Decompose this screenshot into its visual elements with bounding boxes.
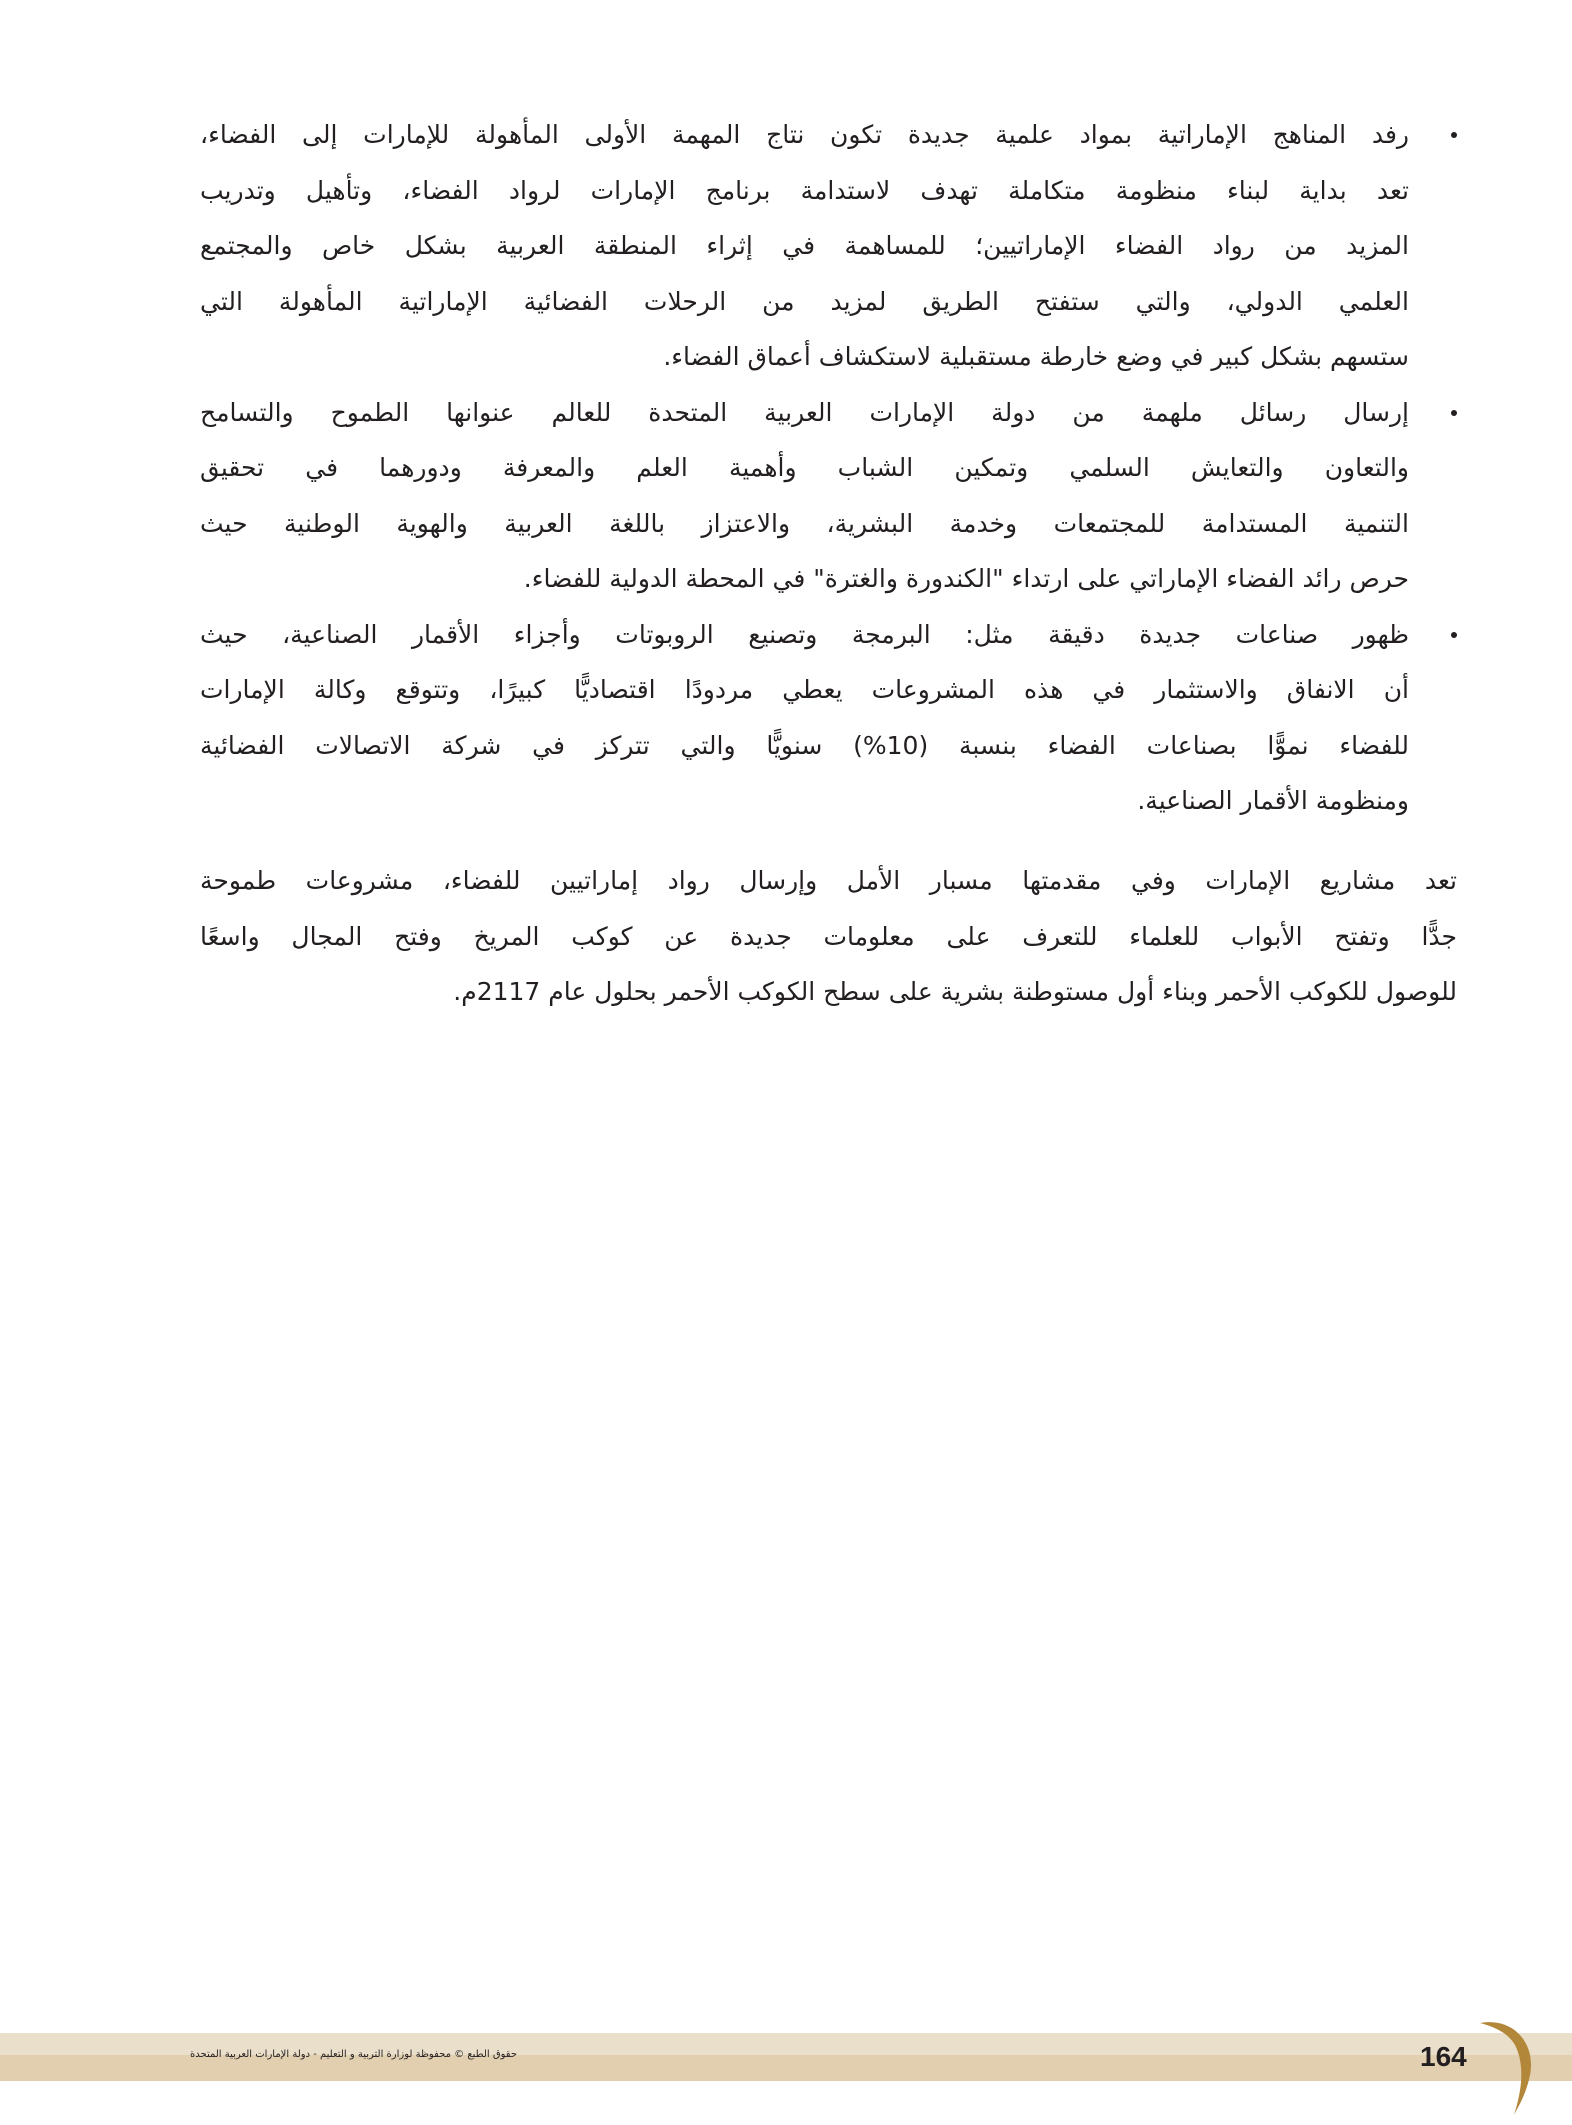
bullet-item-2 [200,385,1409,607]
text-line: تعد مشاريع الإمارات وفي مقدمتها مسبار الأمل وإرسال رواد إماراتيين للفضاء، مشروعات طموحة [200,866,1457,895]
text-line: ومنظومة الأقمار الصناعية. [1137,786,1409,815]
bullet-item-1 [200,107,1409,385]
bullet-dot-icon [1451,632,1457,638]
text-line: للفضاء نموًّا بصناعات الفضاء بنسبة (10%) سنويًّا والتي تتركز في شركة الاتصالات الفضائية [200,730,1409,760]
text-line: إرسال رسائل ملهمة من دولة الإمارات العربية المتحدة للعالم عنوانها الطموح والتسامح [200,397,1409,427]
text-line: المزيد من رواد الفضاء الإماراتيين؛ للمساهمة في إثراء المنطقة العربية بشكل خاص والمجتمع [200,231,1409,260]
copyright-text: حقوق الطبع © محفوظة لوزارة التربية و التعليم - دولة الإمارات العربية المتحدة [190,2049,518,2060]
bullet-dot-icon [1451,410,1457,416]
bullet-dot-icon [1451,132,1457,138]
text-line: جدًّا وتفتح الأبواب للعلماء للتعرف على معلومات جديدة عن كوكب المريخ وفتح المجال واسعًا [200,921,1457,951]
text-line: للوصول للكوكب الأحمر وبناء أول مستوطنة بشرية على سطح الكوكب الأحمر بحلول عام 2117م. [453,977,1457,1006]
text-line: العلمي الدولي، والتي ستفتح الطريق لمزيد من الرحلات الفضائية الإماراتية المأهولة التي [200,286,1409,316]
text-line: تعد بداية لبناء منظومة متكاملة تهدف لاستدامة برنامج الإمارات لرواد الفضاء، وتأهيل وتدريب [200,175,1409,205]
crescent-icon [1470,2015,1540,2120]
text-line: ستسهم بشكل كبير في وضع خارطة مستقبلية لاستكشاف أعماق الفضاء. [663,342,1409,371]
bullet-item-3 [200,607,1409,829]
closing-paragraph [200,853,1457,1020]
bullet-list [200,107,1409,829]
page-number: 164 [1420,2041,1467,2072]
text-line: أن الانفاق والاستثمار في هذه المشروعات يعطي مردودًا اقتصاديًّا كبيرًا، وتتوقع وكالة الإمارات [200,675,1409,704]
text-line: رفد المناهج الإماراتية بمواد علمية جديدة تكون نتاج المهمة الأولى المأهولة للإمارات إلى الفضاء، [200,120,1409,149]
text-line: ظهور صناعات جديدة دقيقة مثل: البرمجة وتصنيع الروبوتات وأجزاء الأقمار الصناعية، حيث [200,619,1409,649]
text-line: حرص رائد الفضاء الإماراتي على ارتداء "الكندورة والغترة" في المحطة الدولية للفضاء. [523,564,1409,593]
text-line: والتعاون والتعايش السلمي وتمكين الشباب وأهمية العلم والمعرفة ودورهما في تحقيق [200,453,1409,482]
text-line: التنمية المستدامة للمجتمعات وخدمة البشرية، والاعتزاز باللغة العربية والهوية الوطنية حيث [200,508,1409,538]
